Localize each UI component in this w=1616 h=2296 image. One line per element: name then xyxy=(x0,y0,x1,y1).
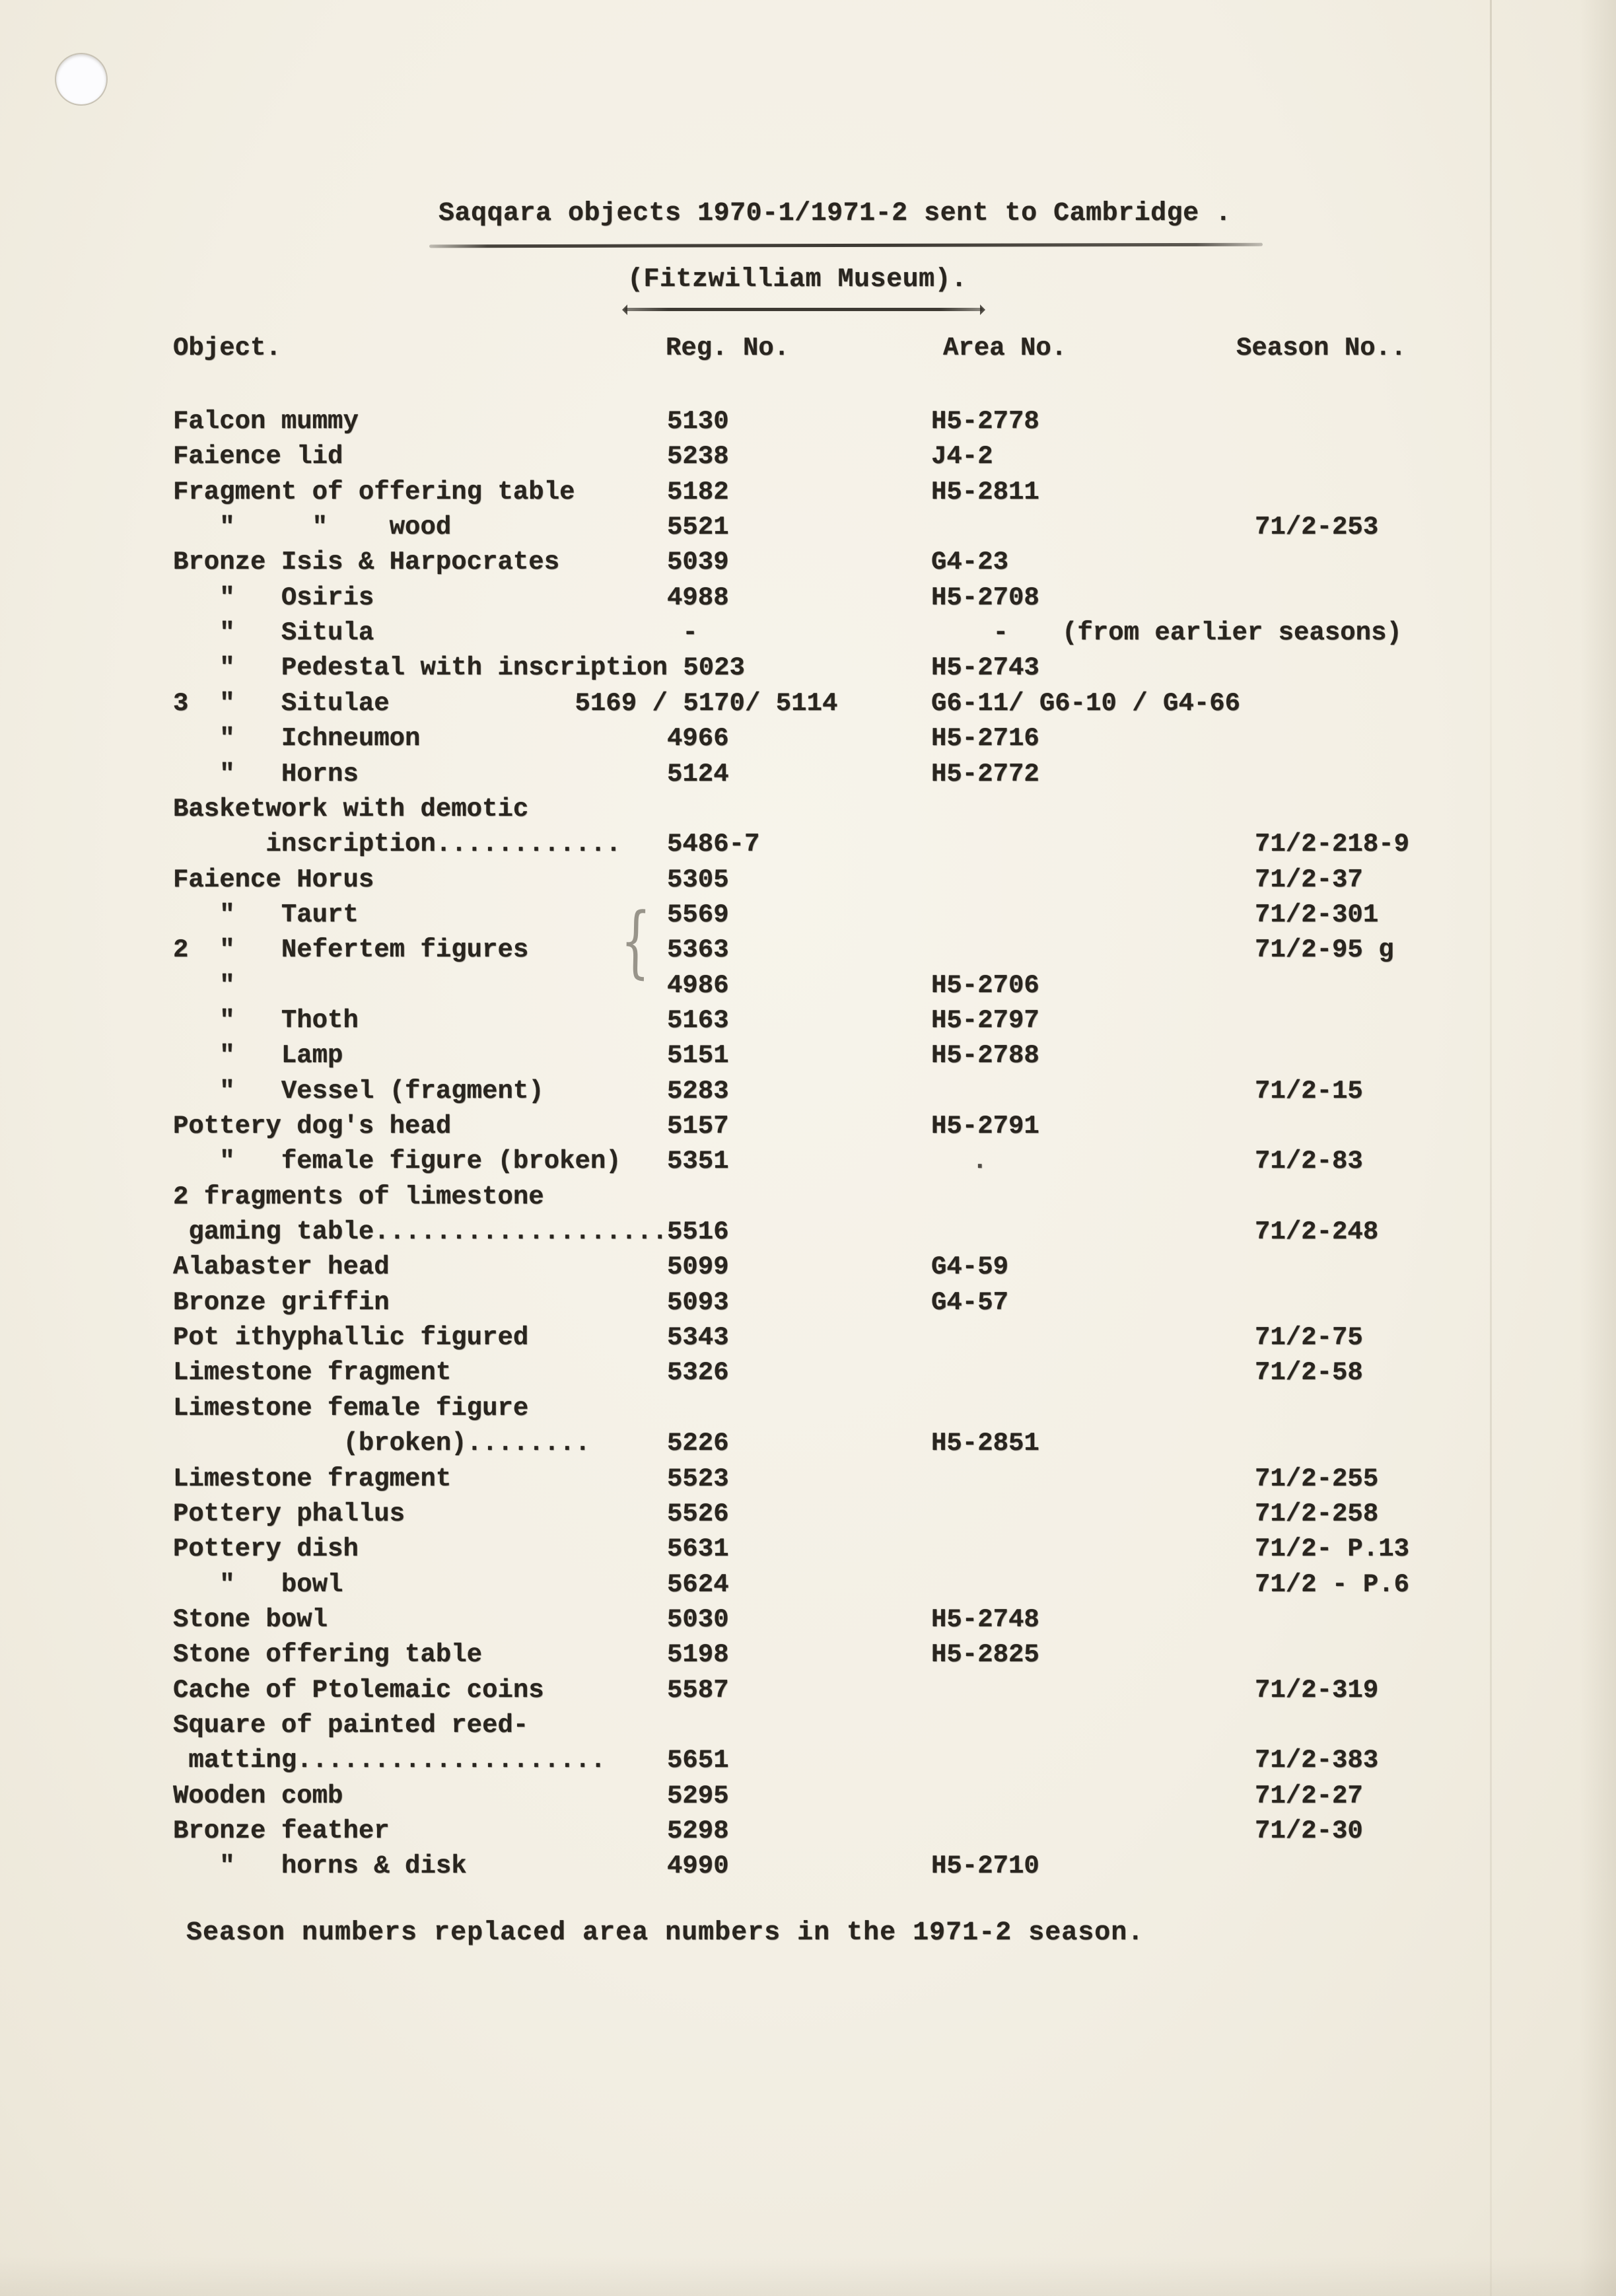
cell-area: H5-2788 xyxy=(931,1041,1039,1071)
cell-season: 71/2-58 xyxy=(1255,1358,1363,1388)
cell-object: 3 " Situlae 5169 / 5170/ 5114 xyxy=(173,688,838,718)
column-header-area-no: Area No. xyxy=(943,334,1067,363)
cell-reg: 5486-7 xyxy=(667,830,760,859)
cell-reg: - xyxy=(667,618,698,648)
cell-reg: 5099 xyxy=(667,1252,729,1282)
table-row xyxy=(0,898,1616,933)
table-row xyxy=(0,439,1616,475)
cell-object: " Thoth xyxy=(173,1005,359,1035)
column-header-season-no: Season No.. xyxy=(1236,334,1407,363)
cell-area: H5-2811 xyxy=(931,477,1039,507)
table-row xyxy=(0,1250,1616,1285)
cell-reg: 5130 xyxy=(667,407,729,436)
cell-reg: 5226 xyxy=(667,1429,729,1458)
cell-reg: 5283 xyxy=(667,1076,729,1106)
cell-object: " female figure (broken) xyxy=(173,1147,621,1176)
cell-area: G6-11/ G6-10 / G4-66 xyxy=(931,688,1241,718)
cell-area: H5-2825 xyxy=(931,1640,1039,1670)
cell-season: 71/2-258 xyxy=(1255,1499,1379,1528)
cell-reg: 5587 xyxy=(667,1675,729,1705)
cell-reg: 5326 xyxy=(667,1358,729,1388)
table-row xyxy=(0,933,1616,968)
cell-object: Stone bowl xyxy=(173,1604,328,1634)
cell-area: H5-2708 xyxy=(931,583,1039,612)
cell-object: " Taurt xyxy=(173,900,359,929)
table-row xyxy=(0,686,1616,722)
cell-season: 71/2- P.13 xyxy=(1255,1534,1410,1564)
cell-area: H5-2706 xyxy=(931,970,1039,1000)
cell-area: H5-2772 xyxy=(931,759,1039,789)
cell-object: Limestone fragment xyxy=(173,1464,452,1493)
cell-reg: 5516 xyxy=(667,1217,729,1247)
cell-reg: 5651 xyxy=(667,1746,729,1776)
cell-object: Pottery dog's head xyxy=(173,1112,452,1141)
cell-object: Falcon mummy xyxy=(173,407,359,436)
cell-object: Alabaster head xyxy=(173,1252,390,1282)
cell-season: (from earlier seasons) xyxy=(1062,618,1402,648)
table-row xyxy=(0,827,1616,863)
cell-season: 71/2-83 xyxy=(1255,1147,1363,1176)
cell-area: H5-2851 xyxy=(931,1429,1039,1458)
table-row xyxy=(0,1215,1616,1250)
table-body xyxy=(0,404,1616,1897)
cell-object: Limestone fragment xyxy=(173,1358,452,1388)
table-row xyxy=(0,616,1616,651)
cell-object: Faience lid xyxy=(173,442,343,472)
table-row xyxy=(0,1003,1616,1039)
cell-reg: 5151 xyxy=(667,1041,729,1071)
title-underline xyxy=(429,243,1263,248)
cell-reg: 5163 xyxy=(667,1005,729,1035)
cell-object: Bronze griffin xyxy=(173,1287,390,1317)
cell-object: Basketwork with demotic xyxy=(173,794,529,824)
cell-object: " horns & disk xyxy=(173,1851,467,1881)
table-row xyxy=(0,1320,1616,1356)
cell-object: Faience Horus xyxy=(173,865,374,894)
table-row xyxy=(0,1074,1616,1110)
cell-season: 71/2-75 xyxy=(1255,1323,1363,1353)
cell-reg: 5305 xyxy=(667,865,729,894)
table-row xyxy=(0,1814,1616,1849)
cell-season: 71/2-95 g xyxy=(1255,935,1394,965)
cell-reg: 5182 xyxy=(667,477,729,507)
cell-reg: 5157 xyxy=(667,1112,729,1141)
cell-season: 71/2-37 xyxy=(1255,865,1363,894)
table-row xyxy=(0,863,1616,898)
cell-season: 71/2-27 xyxy=(1255,1781,1363,1811)
cell-reg: 4988 xyxy=(667,583,729,612)
cell-area: H5-2797 xyxy=(931,1005,1039,1035)
cell-reg: 4986 xyxy=(667,970,729,1000)
cell-area: H5-2748 xyxy=(931,1604,1039,1634)
table-row xyxy=(0,1355,1616,1391)
paper-crease xyxy=(1490,0,1492,2296)
cell-object: " xyxy=(173,970,235,1000)
table-row xyxy=(0,510,1616,546)
table-row xyxy=(0,1497,1616,1532)
column-header-object: Object. xyxy=(173,334,281,363)
table-row xyxy=(0,1743,1616,1779)
cell-reg: 5363 xyxy=(667,935,729,965)
cell-object: 2 fragments of limestone xyxy=(173,1182,544,1211)
cell-object: Bronze feather xyxy=(173,1816,390,1846)
table-row xyxy=(0,792,1616,828)
cell-season: 71/2-255 xyxy=(1255,1464,1379,1493)
cell-object: Pottery phallus xyxy=(173,1499,405,1528)
table-row xyxy=(0,651,1616,686)
cell-reg: 5198 xyxy=(667,1640,729,1670)
cell-object: " Osiris xyxy=(173,583,374,612)
cell-area: - xyxy=(931,618,1009,648)
cell-area: G4-57 xyxy=(931,1287,1009,1317)
cell-object: Wooden comb xyxy=(173,1781,343,1811)
cell-reg: 5030 xyxy=(667,1604,729,1634)
cell-reg: 5624 xyxy=(667,1569,729,1599)
table-row xyxy=(0,1391,1616,1427)
paper-edge-shade xyxy=(1579,0,1616,2296)
cell-reg: 5343 xyxy=(667,1323,729,1353)
cell-reg: 5631 xyxy=(667,1534,729,1564)
cell-object: " Lamp xyxy=(173,1041,343,1071)
footnote: Season numbers replaced area numbers in the 1971-2 season. xyxy=(186,1918,1144,1948)
cell-season: 71/2-319 xyxy=(1255,1675,1379,1705)
cell-object: " Situla xyxy=(173,618,374,648)
cell-object: Pot ithyphallic figured xyxy=(173,1323,529,1353)
cell-season: 71/2-383 xyxy=(1255,1746,1379,1776)
cell-object: " bowl xyxy=(173,1569,343,1599)
table-row xyxy=(0,1462,1616,1497)
cell-object: 2 " Nefertem figures xyxy=(173,935,529,965)
table-row xyxy=(0,475,1616,511)
cell-reg: 5526 xyxy=(667,1499,729,1528)
table-row xyxy=(0,1602,1616,1638)
cell-object: matting.................... xyxy=(173,1746,606,1776)
cell-reg: 4966 xyxy=(667,724,729,754)
cell-object: Limestone female figure xyxy=(173,1393,529,1423)
cell-object: " " wood xyxy=(173,513,452,542)
table-row xyxy=(0,1180,1616,1215)
cell-season: 71/2-253 xyxy=(1255,513,1379,542)
cell-area: G4-59 xyxy=(931,1252,1009,1282)
table-row xyxy=(0,1109,1616,1145)
cell-area: H5-2791 xyxy=(931,1112,1039,1141)
cell-reg: 5039 xyxy=(667,548,729,577)
cell-reg: 5521 xyxy=(667,513,729,542)
cell-area: H5-2778 xyxy=(931,407,1039,436)
cell-season: 71/2-218-9 xyxy=(1255,830,1410,859)
cell-object: Fragment of offering table xyxy=(173,477,575,507)
cell-object: " Pedestal with inscription 5023 xyxy=(173,653,745,683)
cell-reg: 5238 xyxy=(667,442,729,472)
cell-season: 71/2-15 xyxy=(1255,1076,1363,1106)
cell-reg: 5093 xyxy=(667,1287,729,1317)
paper-bottom-shade xyxy=(0,2256,1616,2296)
cell-season: 71/2-30 xyxy=(1255,1816,1363,1846)
cell-area: J4-2 xyxy=(931,442,993,472)
cell-reg: 5351 xyxy=(667,1147,729,1176)
cell-reg: 4990 xyxy=(667,1851,729,1881)
table-row xyxy=(0,1673,1616,1709)
cell-object: " Ichneumon xyxy=(173,724,421,754)
cell-object: Square of painted reed- xyxy=(173,1710,529,1740)
table-row xyxy=(0,1532,1616,1567)
cell-area: H5-2710 xyxy=(931,1851,1039,1881)
cell-object: " Horns xyxy=(173,759,359,789)
cell-season: 71/2 - P.6 xyxy=(1255,1569,1410,1599)
cell-season: 71/2-301 xyxy=(1255,900,1379,929)
table-row xyxy=(0,1038,1616,1074)
table-row xyxy=(0,1637,1616,1673)
table-row xyxy=(0,968,1616,1004)
table-row xyxy=(0,1285,1616,1321)
page-subtitle: (Fitzwilliam Museum). xyxy=(627,265,967,295)
cell-object: gaming table................... xyxy=(173,1217,668,1247)
table-row xyxy=(0,1708,1616,1744)
cell-area: H5-2743 xyxy=(931,653,1039,683)
cell-object: Bronze Isis & Harpocrates xyxy=(173,548,560,577)
cell-season: 71/2-248 xyxy=(1255,1217,1379,1247)
punch-hole xyxy=(56,54,106,104)
cell-area: H5-2716 xyxy=(931,724,1039,754)
page-title: Saqqara objects 1970-1/1971-2 sent to Cambridge . xyxy=(439,199,1232,229)
column-header-reg-no: Reg. No. xyxy=(666,334,790,363)
table-row xyxy=(0,721,1616,757)
cell-reg: 5569 xyxy=(667,900,729,929)
table-row xyxy=(0,757,1616,793)
cell-reg: 5523 xyxy=(667,1464,729,1493)
table-row xyxy=(0,545,1616,581)
cell-area: G4-23 xyxy=(931,548,1009,577)
table-row xyxy=(0,581,1616,616)
table-header xyxy=(0,334,1616,370)
table-row xyxy=(0,1426,1616,1462)
cell-object: (broken)........ xyxy=(173,1429,590,1458)
cell-object: inscription............ xyxy=(173,830,621,859)
table-row xyxy=(0,1849,1616,1884)
cell-object: Cache of Ptolemaic coins xyxy=(173,1675,544,1705)
cell-reg: 5298 xyxy=(667,1816,729,1846)
cell-area: . xyxy=(972,1147,988,1176)
table-row xyxy=(0,404,1616,440)
table-row xyxy=(0,1779,1616,1814)
table-row xyxy=(0,1567,1616,1603)
table-row xyxy=(0,1144,1616,1180)
cell-object: " Vessel (fragment) xyxy=(173,1076,544,1106)
subtitle-underline xyxy=(625,308,983,311)
cell-object: Pottery dish xyxy=(173,1534,359,1564)
cell-reg: 5295 xyxy=(667,1781,729,1811)
cell-object: Stone offering table xyxy=(173,1640,483,1670)
cell-reg: 5124 xyxy=(667,759,729,789)
handwritten-brace: { xyxy=(619,894,652,987)
